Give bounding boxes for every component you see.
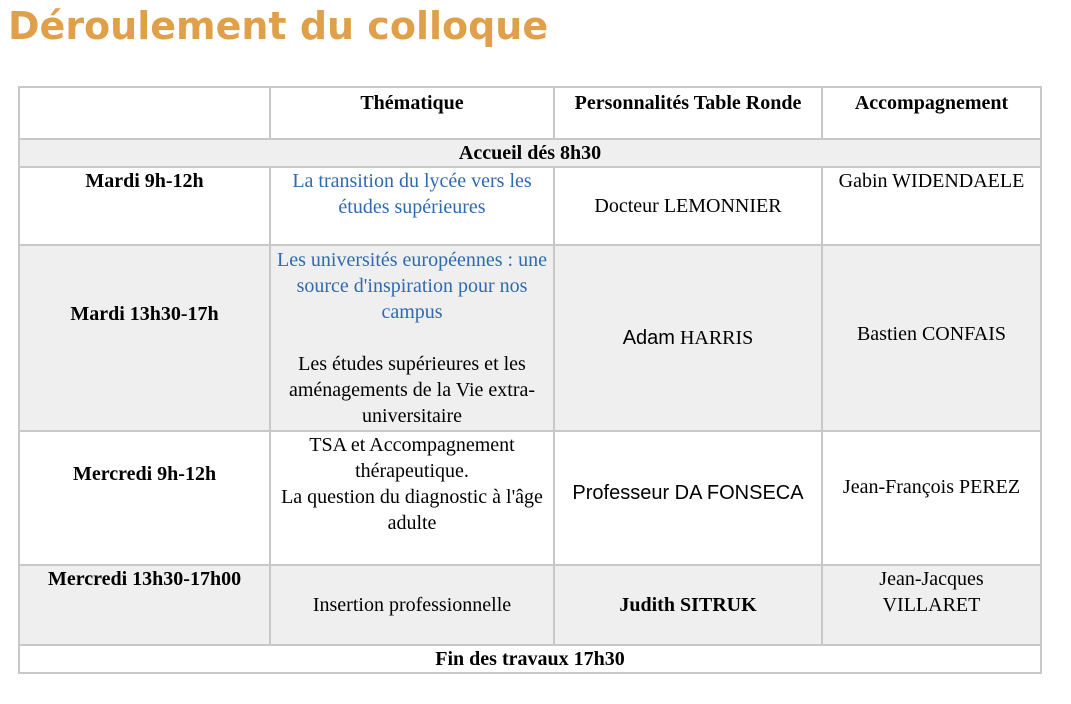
theme-text: Insertion professionnelle	[312, 594, 512, 616]
header-personnalites: Personnalités Table Ronde	[554, 87, 822, 139]
page-title: Déroulement du colloque	[8, 4, 549, 48]
schedule-table	[18, 86, 1042, 674]
accueil-row	[19, 139, 1041, 167]
theme-link[interactable]: Les universités européennes : une source d'inspiration pour nos campus	[277, 249, 547, 323]
session-theme	[270, 565, 554, 645]
session-time: Mardi 13h30-17h	[19, 245, 270, 431]
personality-last-name: HARRIS	[679, 327, 754, 349]
session-personality: Docteur LEMONNIER	[554, 167, 822, 245]
fin-cell: Fin des travaux 17h30	[19, 645, 1041, 673]
session-theme	[270, 431, 554, 565]
session-time: Mercredi 9h-12h	[19, 431, 270, 565]
header-accompagnement: Accompagnement	[822, 87, 1041, 139]
session-accompagnement: Jean-Jacques VILLARET	[822, 565, 1041, 645]
session-row-mardi-matin	[19, 167, 1041, 245]
session-personality: Professeur DA FONSECA	[554, 431, 822, 565]
session-row-mercredi-apres-midi	[19, 565, 1041, 645]
header-thematique: Thématique	[270, 87, 554, 139]
theme-spacer	[277, 325, 547, 351]
session-personality: Judith SITRUK	[554, 565, 822, 645]
fin-row	[19, 645, 1041, 673]
theme-text: Les études supérieures et les aménagements de la Vie extra-universitaire	[288, 353, 536, 427]
session-time: Mardi 9h-12h	[19, 167, 270, 245]
session-accompagnement: Bastien CONFAIS	[822, 245, 1041, 431]
session-accompagnement: Gabin WIDENDAELE	[822, 167, 1041, 245]
theme-link[interactable]: La transition du lycée vers les études supérieures	[292, 170, 532, 218]
accueil-cell: Accueil dés 8h30	[19, 139, 1041, 167]
session-time: Mercredi 13h30-17h00	[19, 565, 270, 645]
session-theme	[270, 167, 554, 245]
session-theme	[270, 245, 554, 431]
personality-first-name: Adam	[622, 327, 675, 349]
session-row-mardi-apres-midi	[19, 245, 1041, 431]
theme-text: TSA et Accompagnement thérapeutique.	[309, 434, 515, 482]
header-time	[19, 87, 270, 139]
theme-text: La question du diagnostic à l'âge adulte	[281, 486, 543, 534]
session-row-mercredi-matin	[19, 431, 1041, 565]
session-accompagnement: Jean-François PEREZ	[822, 431, 1041, 565]
session-personality	[554, 245, 822, 431]
table-header-row	[19, 87, 1041, 139]
